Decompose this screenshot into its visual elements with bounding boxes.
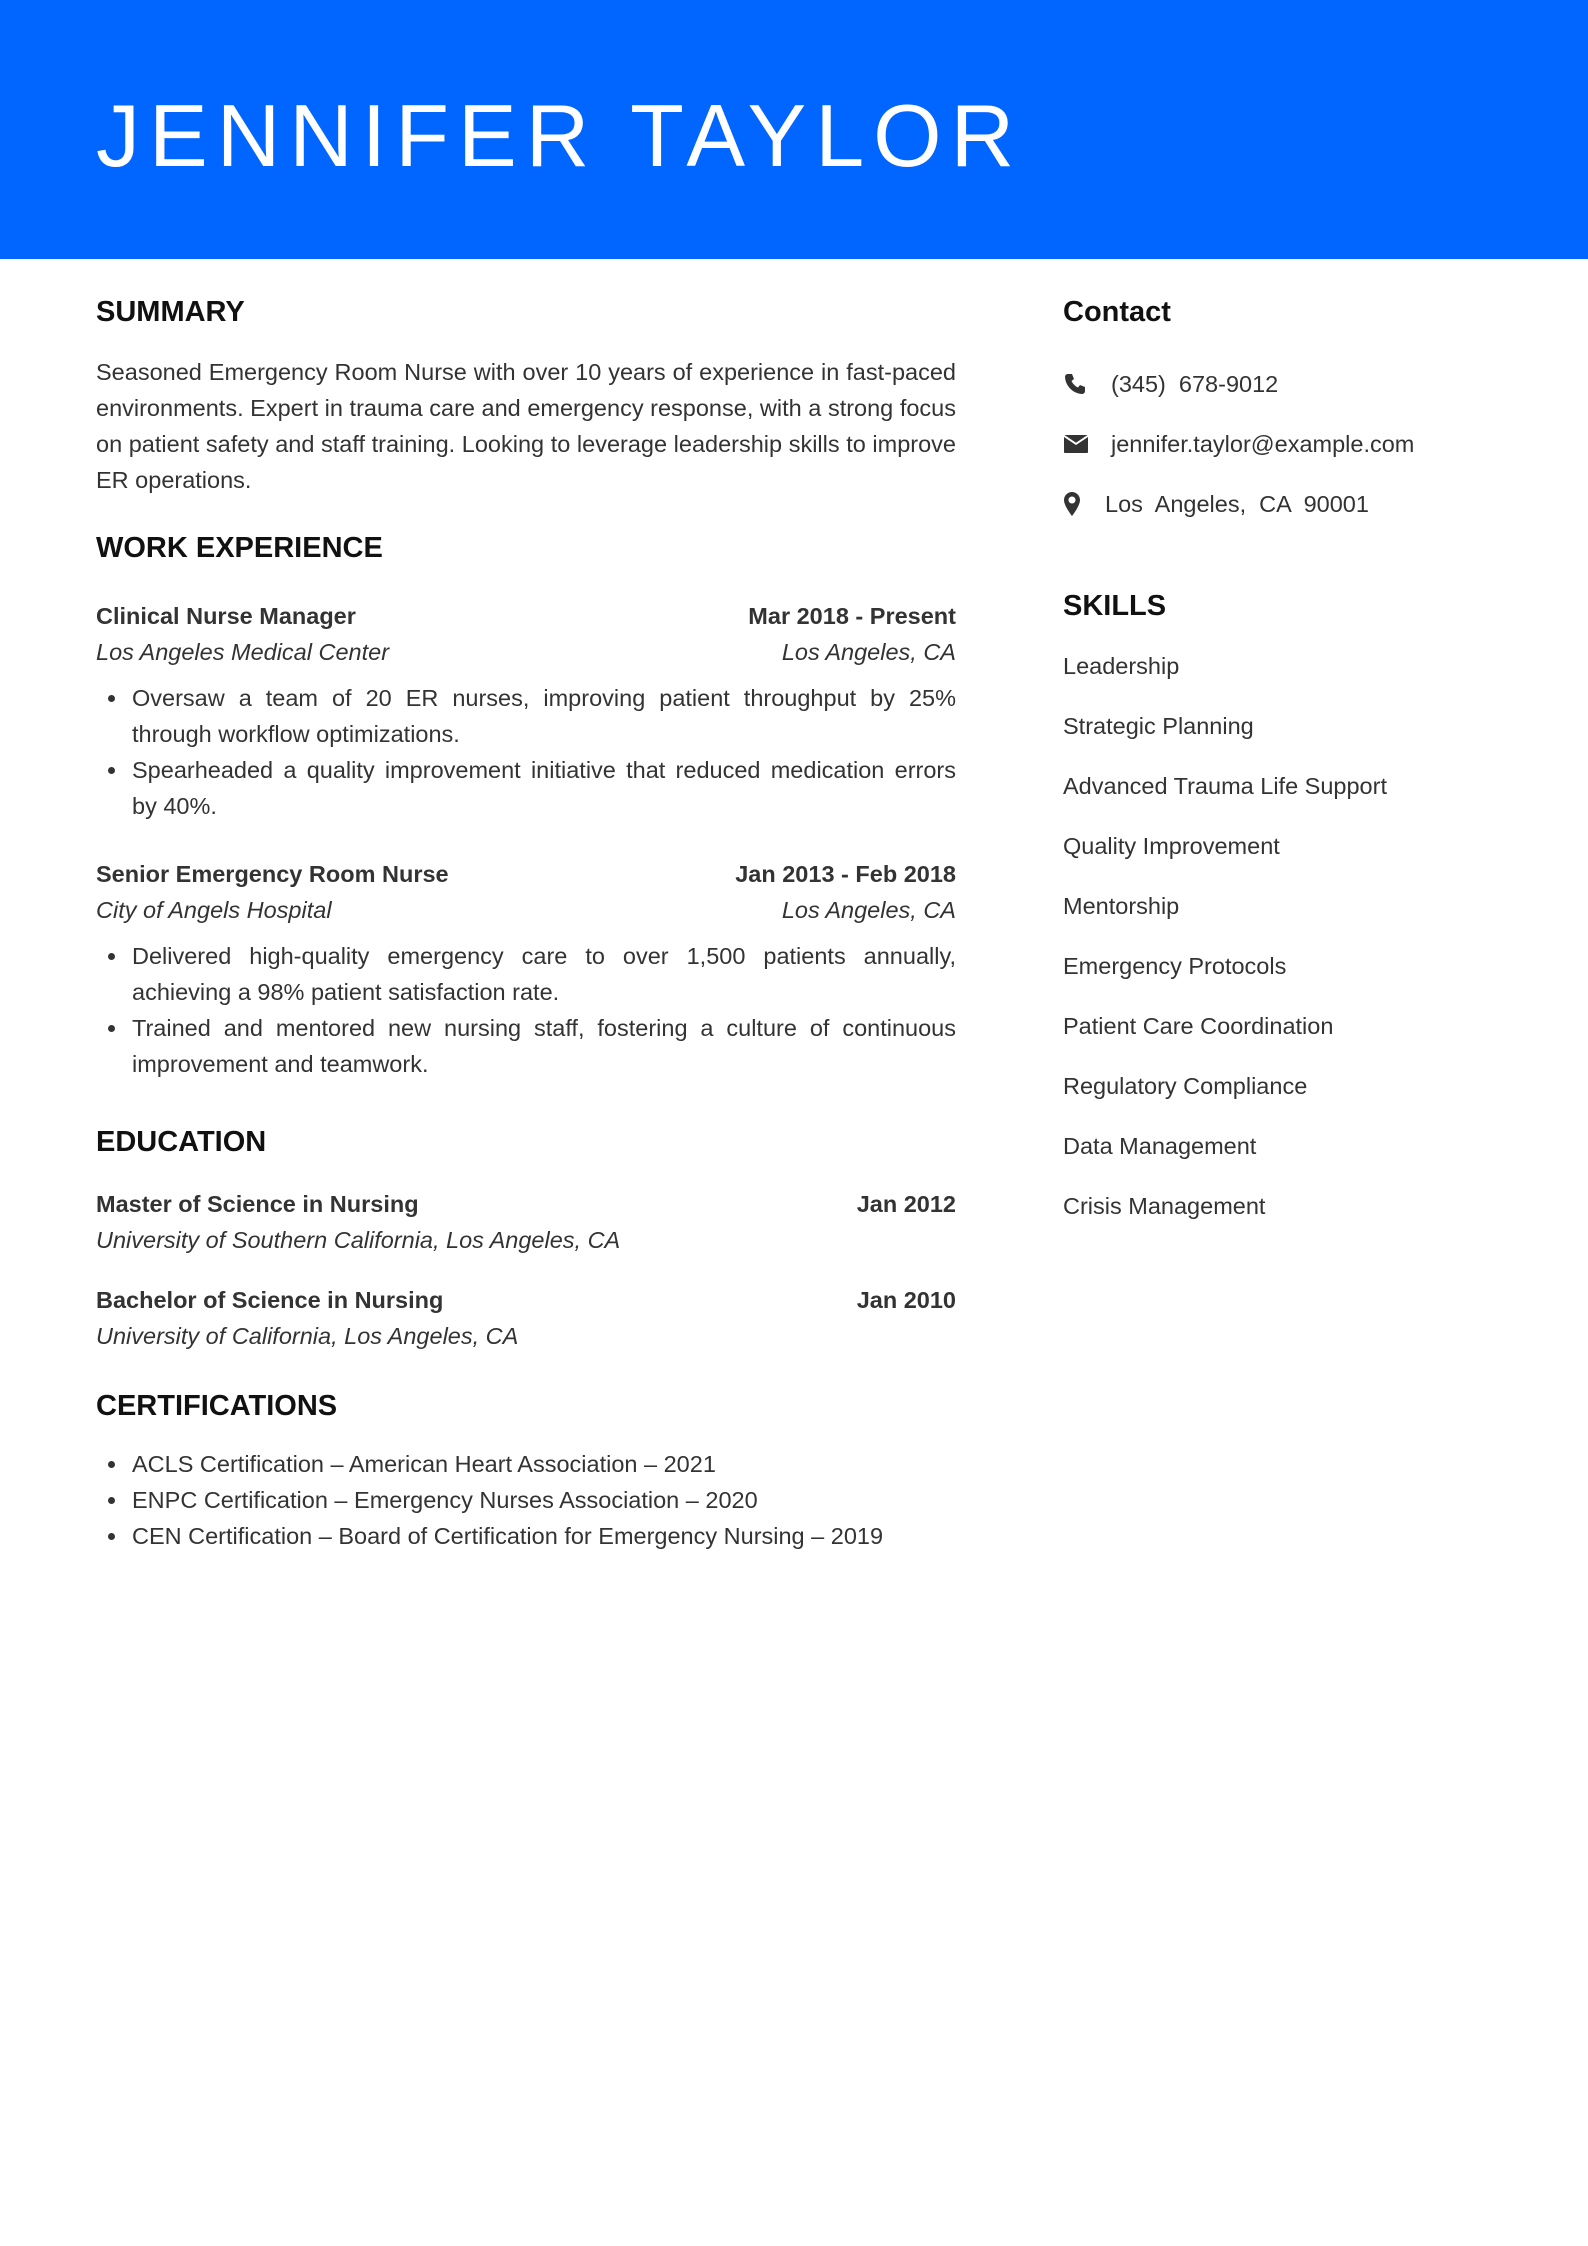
degree-name: Bachelor of Science in Nursing bbox=[96, 1287, 444, 1313]
list-item: Delivered high-quality emergency care to over 1,500 patients annually, achieving a 98% patient satisfaction rate. bbox=[132, 938, 956, 1010]
contact-section bbox=[1063, 290, 1523, 522]
skill-item: Strategic Planning bbox=[1063, 713, 1254, 739]
job-dates: Mar 2018 - Present bbox=[748, 603, 956, 629]
education-entry bbox=[96, 1186, 956, 1258]
skill-item: Advanced Trauma Life Support bbox=[1063, 773, 1387, 799]
job-entry bbox=[96, 598, 956, 824]
job-organization: Los Angeles Medical Center bbox=[96, 639, 390, 665]
candidate-name: JENNIFER TAYLOR bbox=[96, 86, 1024, 185]
certifications-list bbox=[96, 1446, 956, 1554]
degree-name: Master of Science in Nursing bbox=[96, 1191, 419, 1217]
summary-section bbox=[96, 290, 956, 498]
skills-title: SKILLS bbox=[1063, 590, 1167, 622]
degree-date: Jan 2010 bbox=[856, 1287, 956, 1313]
list-item: Oversaw a team of 20 ER nurses, improving patient throughput by 25% through workflow optimizations. bbox=[132, 680, 956, 752]
main-column bbox=[96, 290, 956, 1554]
skill-item: Leadership bbox=[1063, 653, 1180, 679]
experience-section bbox=[96, 526, 956, 1082]
education-entry bbox=[96, 1282, 956, 1354]
contact-phone bbox=[1063, 366, 1523, 402]
phone-icon bbox=[1063, 372, 1111, 396]
skill-item: Regulatory Compliance bbox=[1063, 1073, 1308, 1099]
job-entry bbox=[96, 856, 956, 1082]
job-title: Clinical Nurse Manager bbox=[96, 603, 356, 629]
job-dates: Jan 2013 - Feb 2018 bbox=[735, 861, 956, 887]
job-organization: City of Angels Hospital bbox=[96, 897, 332, 923]
email-address: jennifer.taylor@example.com bbox=[1111, 431, 1415, 457]
job-bullets bbox=[96, 680, 956, 824]
location-text: Los Angeles, CA 90001 bbox=[1105, 491, 1369, 517]
list-item: Trained and mentored new nursing staff, fostering a culture of continuous improvement and teamwork. bbox=[132, 1010, 956, 1082]
skill-item: Crisis Management bbox=[1063, 1193, 1266, 1219]
header-banner bbox=[0, 0, 1588, 259]
job-bullets bbox=[96, 938, 956, 1082]
skill-item: Data Management bbox=[1063, 1133, 1257, 1159]
skill-item: Quality Improvement bbox=[1063, 833, 1280, 859]
list-item: ENPC Certification – Emergency Nurses Association – 2020 bbox=[132, 1482, 956, 1518]
school-name: University of Southern California, Los Angeles, CA bbox=[96, 1227, 621, 1253]
skill-item: Emergency Protocols bbox=[1063, 953, 1287, 979]
certifications-title: CERTIFICATIONS bbox=[96, 1390, 338, 1422]
contact-title: Contact bbox=[1063, 296, 1171, 328]
skill-item: Patient Care Coordination bbox=[1063, 1013, 1334, 1039]
skills-list bbox=[1063, 648, 1523, 1224]
contact-email bbox=[1063, 426, 1523, 462]
envelope-icon bbox=[1063, 434, 1111, 454]
school-name: University of California, Los Angeles, CA bbox=[96, 1323, 519, 1349]
job-title: Senior Emergency Room Nurse bbox=[96, 861, 449, 887]
skill-item: Mentorship bbox=[1063, 893, 1180, 919]
job-location: Los Angeles, CA bbox=[781, 639, 956, 665]
list-item: CEN Certification – Board of Certification for Emergency Nursing – 2019 bbox=[132, 1518, 956, 1554]
contact-location bbox=[1063, 486, 1523, 522]
certifications-section bbox=[96, 1384, 956, 1554]
phone-number: (345) 678-9012 bbox=[1111, 371, 1279, 397]
list-item: ACLS Certification – American Heart Association – 2021 bbox=[132, 1446, 956, 1482]
map-pin-icon bbox=[1063, 491, 1105, 517]
list-item: Spearheaded a quality improvement initiative that reduced medication errors by 40%. bbox=[132, 752, 956, 824]
experience-title: WORK EXPERIENCE bbox=[96, 532, 383, 564]
summary-title: SUMMARY bbox=[96, 296, 245, 328]
degree-date: Jan 2012 bbox=[856, 1191, 956, 1217]
education-section bbox=[96, 1120, 956, 1354]
skills-section bbox=[1063, 584, 1523, 1224]
job-location: Los Angeles, CA bbox=[781, 897, 956, 923]
summary-text: Seasoned Emergency Room Nurse with over 10 years of experience in fast-paced environments. Expert in trauma care and emergency response, with a strong focus on patient safety and staff training. Looking to leverage leadership skills to improve ER operations. bbox=[96, 359, 956, 493]
education-title: EDUCATION bbox=[96, 1126, 267, 1158]
sidebar-column bbox=[1063, 290, 1523, 1248]
